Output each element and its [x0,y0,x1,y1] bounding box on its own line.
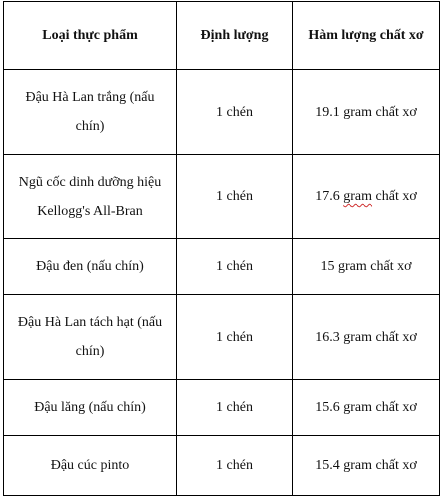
spellcheck-underlined-word: gram [343,189,373,204]
table-row [4,155,440,239]
amount-cell: 1 chén [177,436,293,496]
amount-cell: 1 chén [177,239,293,295]
fiber-content-table [3,1,440,496]
table-row [4,436,440,496]
fiber-cell: 16.3 gram chất xơ [293,295,440,380]
table-row [4,295,440,380]
fiber-cell: 15 gram chất xơ [293,239,440,295]
fiber-cell: 15.4 gram chất xơ [293,436,440,496]
table-row [4,239,440,295]
table-header-row [4,2,440,70]
food-name: Ngũ cốc dinh dưỡng hiệu Kellogg's All-Bran [4,155,177,239]
fiber-cell: 15.6 gram chất xơ [293,380,440,436]
food-name: Đậu đen (nấu chín) [4,239,177,295]
amount-cell: 1 chén [177,295,293,380]
fiber-cell: 17.6 gram chất xơ [293,155,440,239]
fiber-cell: 19.1 gram chất xơ [293,70,440,155]
table-row [4,70,440,155]
header-amount: Định lượng [177,2,293,70]
table-row [4,380,440,436]
food-name: Đậu lăng (nấu chín) [4,380,177,436]
food-name: Đậu Hà Lan trắng (nấu chín) [4,70,177,155]
header-food-type: Loại thực phẩm [4,2,177,70]
food-name: Đậu cúc pinto [4,436,177,496]
header-fiber-content: Hàm lượng chất xơ [293,2,440,70]
food-name: Đậu Hà Lan tách hạt (nấu chín) [4,295,177,380]
amount-cell: 1 chén [177,155,293,239]
amount-cell: 1 chén [177,380,293,436]
amount-cell: 1 chén [177,70,293,155]
